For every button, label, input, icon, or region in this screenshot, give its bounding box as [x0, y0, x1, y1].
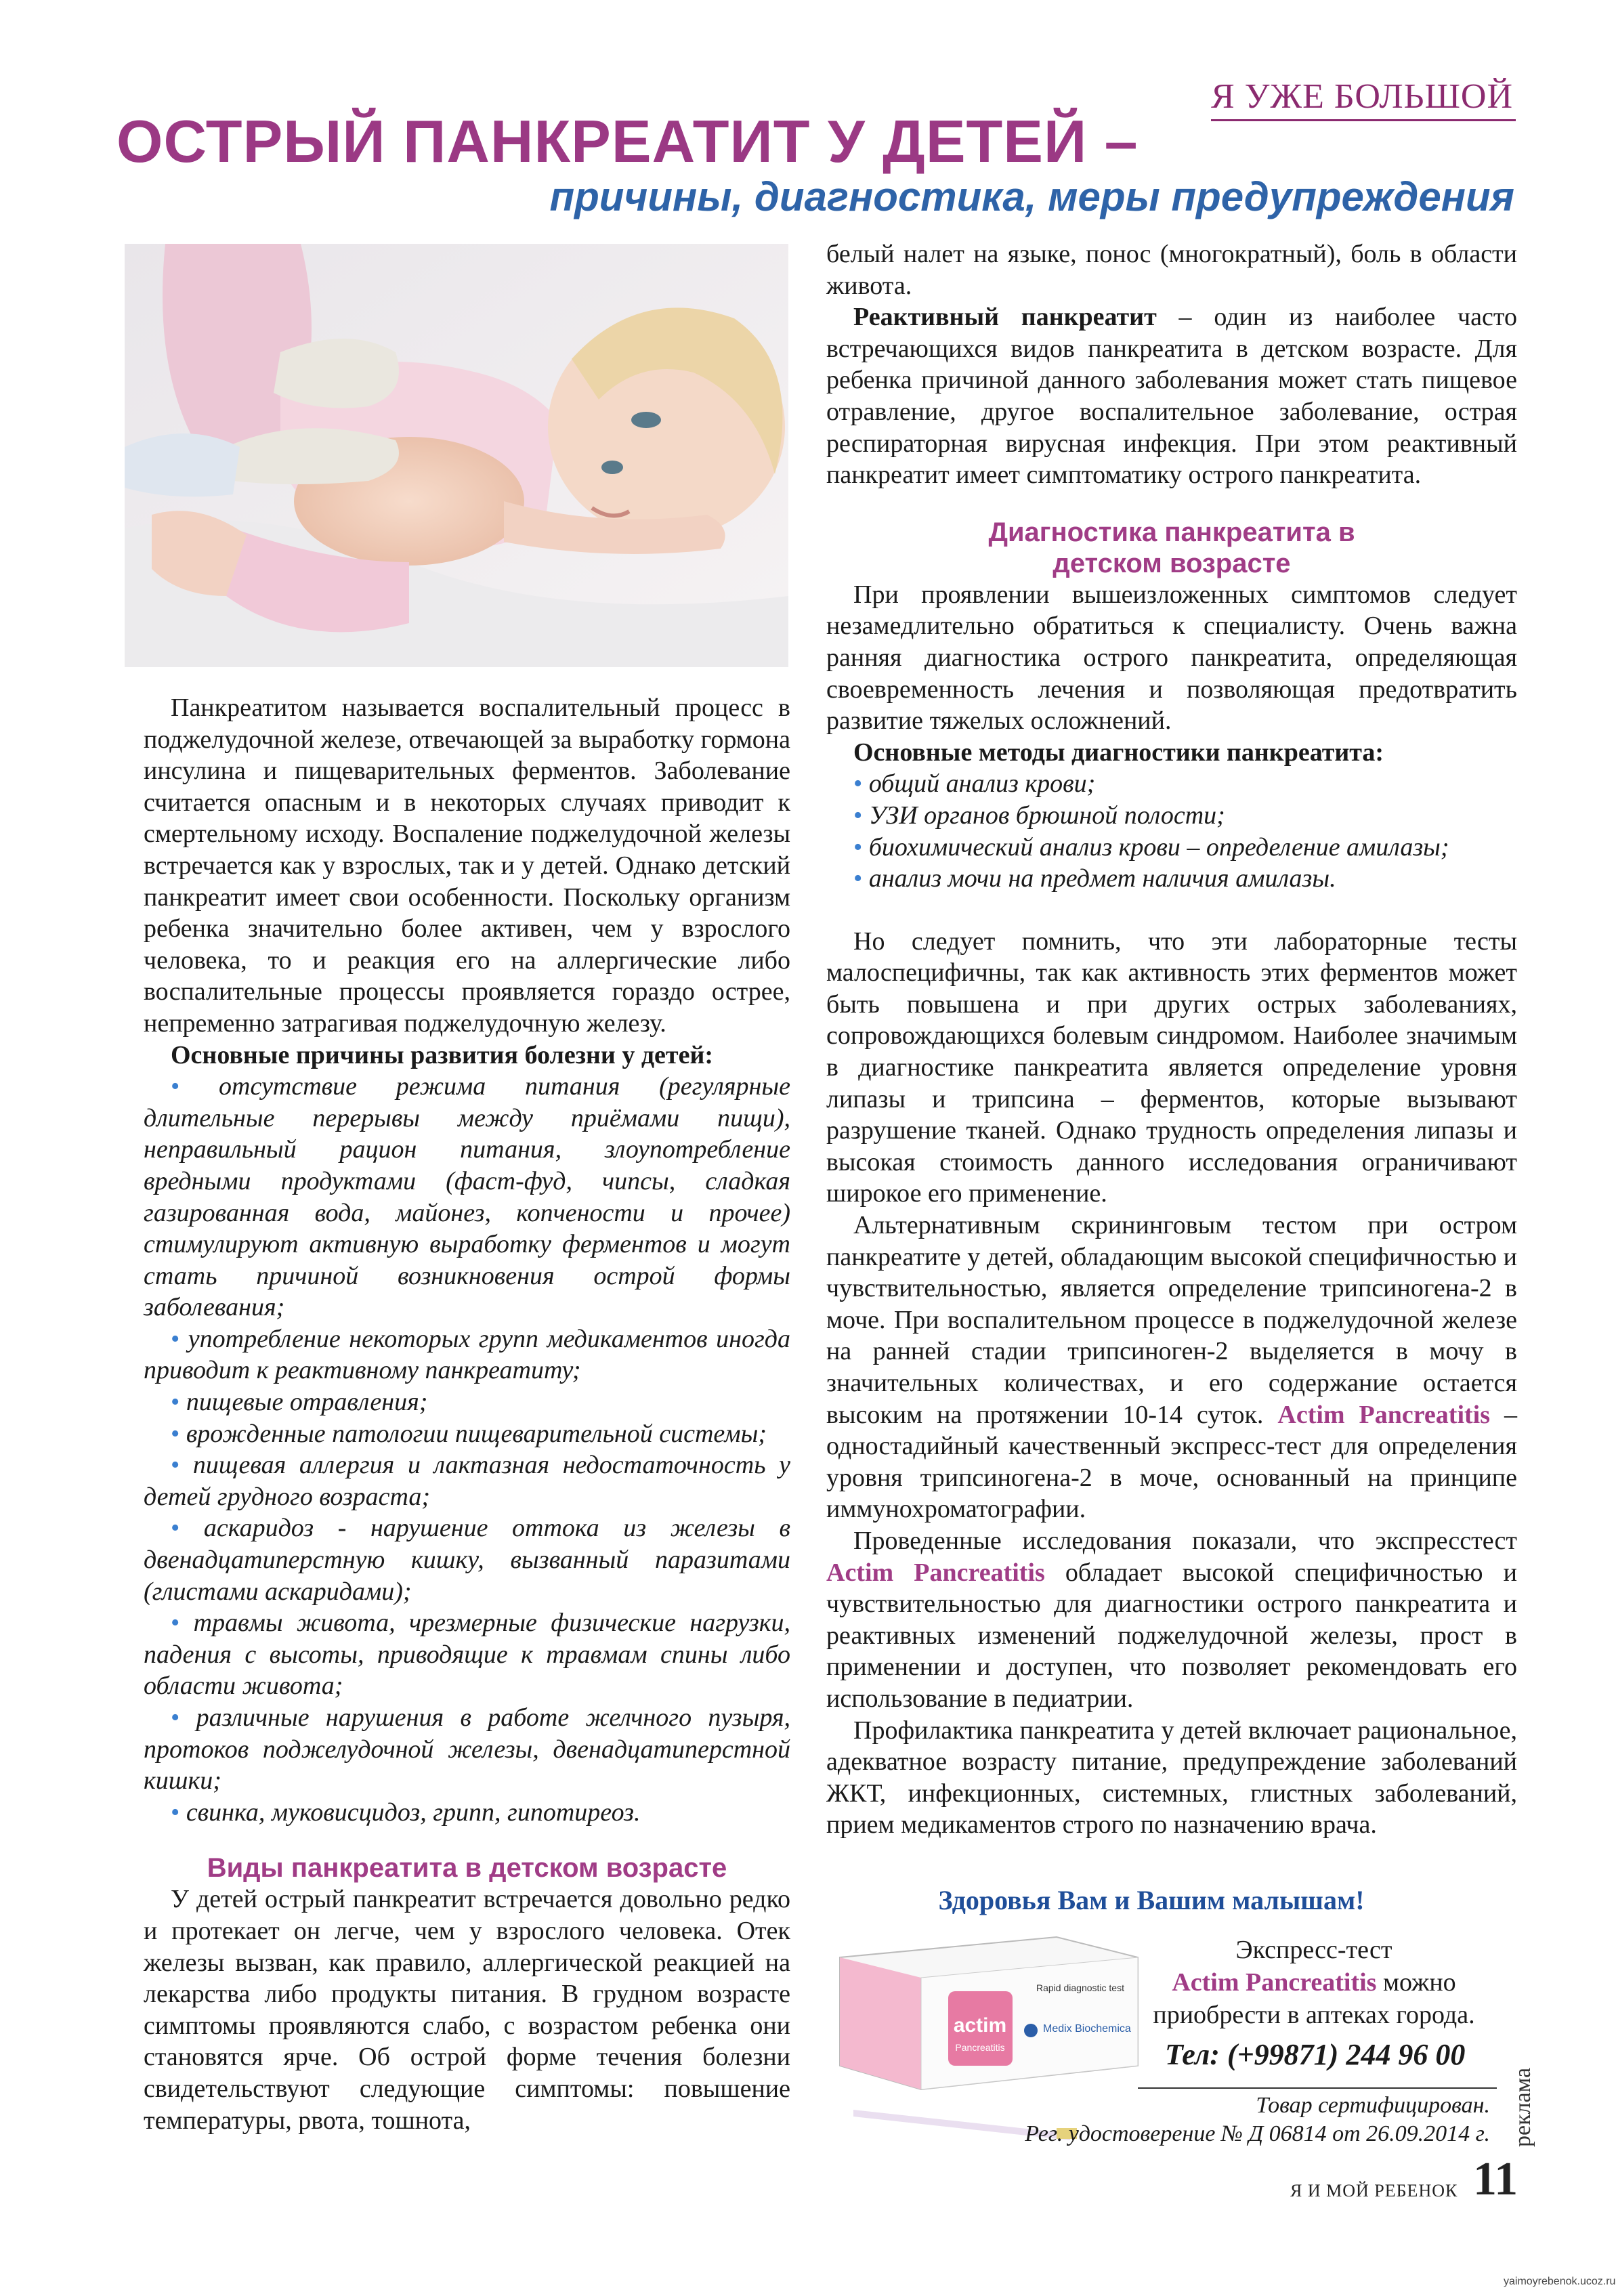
- article-title: ОСТРЫЙ ПАНКРЕАТИТ У ДЕТЕЙ –: [116, 108, 1139, 175]
- box-sub-text: Pancreatitis: [955, 2042, 1005, 2053]
- brand-name: Actim Pancreatitis: [826, 1558, 1045, 1587]
- magazine-name: Я И МОЙ РЕБЕНОК: [1290, 2181, 1458, 2201]
- alternative-text-a: Альтернативным скрининговым тестом при остром панкреатите у детей, обладающим высокой специфичностью и чувствительностью, является определение трипсиногена-2 в моче. При воспалительном процессе в поджелудочной железе на ранней стадии трипсиноген-2 выделяется в мочу в значительных количествах, и его содержание остается высоким на протяжении 10-14 суток.: [826, 1211, 1517, 1429]
- types-paragraph: У детей острый панкреатит встречается довольно редко и протекает он легче, чем у взрослого человека. Отек железы вызван, как правило, аллергической реакцией на лекарства либо продукты питания. В грудном возрасте симптомы проявляются слабо, с возрастом ребенка они становятся ярче. Об острой форме течения болезни свидетельствуют следующие симптомы: повышение температуры, рвота, тошнота,: [144, 1885, 790, 2135]
- methods-list-item: • общий анализ крови;: [826, 768, 1517, 800]
- page-number: 11: [1473, 2153, 1518, 2205]
- causes-list-item: • аскаридоз - нарушение оттока из железы в двенадцатиперстную кишку, вызванный паразитами (глистами аскаридами);: [144, 1512, 790, 1607]
- ad-line-3: приобрести в аптеках города.: [1153, 2001, 1475, 2029]
- ad-certification: [1025, 2091, 1490, 2148]
- box-test-text: Rapid diagnostic test: [1036, 1982, 1124, 1993]
- ad-line-1: Экспресс-тест: [1235, 1936, 1392, 1964]
- causes-list: [144, 1071, 790, 1828]
- ad-divider: [1138, 2087, 1497, 2089]
- causes-list-item: • свинка, муковисцидоз, грипп, гипотиреоз.: [144, 1797, 790, 1829]
- methods-heading: Основные методы диагностики панкреатита:: [853, 738, 1384, 767]
- ad-phone: Тел: (+99871) 244 96 00: [1165, 2038, 1466, 2071]
- methods-list-item: • биохимический анализ крови – определение амилазы;: [826, 832, 1517, 864]
- causes-heading: Основные причины развития болезни у детей:: [171, 1040, 713, 1069]
- box-maker-text: Medix Biochemica: [1043, 2023, 1131, 2035]
- ad-cert-line-2: Рег. удостоверение № Д 06814 от 26.09.2014 г.: [1025, 2121, 1490, 2146]
- ad-vertical-label: [1504, 2039, 1544, 2147]
- diagnostics-paragraph: При проявлении вышеизложенных симптомов следует незамедлительно обратиться к специалисту. Очень важна ранняя диагностика острого панкреатита, определяющая своевременность лечения и позволяющая предотвратить развитие тяжелых осложнений.: [826, 580, 1517, 736]
- box-brand-text: actim: [953, 2014, 1007, 2037]
- ad-brand: Actim Pancreatitis: [1172, 1968, 1377, 1997]
- advertisement: [820, 1876, 1537, 2147]
- causes-list-item: • пищевые отравления;: [144, 1386, 790, 1418]
- article-subtitle: причины, диагностика, меры предупреждения: [549, 174, 1514, 219]
- methods-list-item: • УЗИ органов брюшной полости;: [826, 800, 1517, 832]
- methods-list: [826, 768, 1517, 894]
- left-column: [144, 692, 790, 2136]
- prevention-paragraph: Профилактика панкреатита у детей включает рациональное, адекватное возрасту питание, предупреждение заболеваний ЖКТ, инфекционных, системных, глистных заболеваний, прием медикаментов строго по назначению врача.: [826, 1716, 1517, 1840]
- reactive-text: – один из наиболее часто встречающихся видов панкреатита в детском возрасте. Для ребенка причиной данного заболевания может стать пищевое отравление, другое воспалительное заболевание, острая респираторная вирусная инфекция. При этом реактивный панкреатит имеет симптоматику острого панкреатита.: [826, 303, 1517, 490]
- research-paragraph: [826, 1525, 1517, 1715]
- intro-paragraph: Панкреатитом называется воспалительный процесс в поджелудочной железе, отвечающей за выработку гормона инсулина и пищеварительных ферментов. Заболевание считается опасным и в некоторых случаях приводит к смертельному исходу. Воспаление поджелудочной железы встречается как у взрослых, так и у детей. Однако детский панкреатит имеет свои особенности. Поскольку организм ребенка значительно более активен, чем у взрослого человека, то и реакция его на аллергические либо воспалительные процессы проявляется гораздо острее, непременно затрагивая поджелудочную железу.: [144, 694, 790, 1038]
- brand-name: Actim Pancreatitis: [1277, 1400, 1491, 1429]
- source-site: yaimoyrebenok.ucoz.ru: [1504, 2276, 1616, 2287]
- research-text-b: обладает высокой специфичностью и чувствительностью для диагностики острого панкреатита и реактивных изменений поджелудочной железы, прост в применении и доступен, что позволяет рекомендовать его использование в педиатрии.: [826, 1558, 1517, 1713]
- causes-list-item: • употребление некоторых групп медикаментов иногда приводит к реактивному панкреатиту;: [144, 1323, 790, 1386]
- causes-list-item: • отсутствие режима питания (регулярные длительные перерывы между приёмами пищи), неправильный рацион питания, злоупотребление вредными продуктами (фаст-фуд, чипсы, сладкая газированная вода, майонез, копчености и прочее) стимулируют активную выработку ферментов и могут стать причиной возникновения острой формы заболевания;: [144, 1071, 790, 1323]
- causes-list-item: • различные нарушения в работе желчного пузыря, протоков поджелудочной железы, двенадцатиперстной кишки;: [144, 1702, 790, 1797]
- causes-list-item: • травмы живота, чрезмерные физические нагрузки, падения с высоты, приводящие к травмам спины либо области живота;: [144, 1607, 790, 1702]
- diagnostics-heading-line-2: детском возрасте: [1052, 548, 1291, 578]
- continued-paragraph: белый налет на языке, понос (многократный), боль в области живота.: [826, 240, 1517, 300]
- types-heading: Виды панкреатита в детском возрасте: [207, 1853, 727, 1884]
- lab-tests-paragraph: Но следует помнить, что эти лабораторные тесты малоспецифичны, так как активность этих ферментов может быть повышена и при других острых заболеваниях, сопровождающихся болевым синдромом. Наиболее значимым в диагностике панкреатита является определение уровня липазы и трипсина – ферментов, которые вызывают разрушение тканей. Однако трудность определения липазы и высокая стоимость данного исследования ограничивают широкое его применение.: [826, 927, 1517, 1208]
- section-tag-rule: [1211, 119, 1516, 121]
- child-examination-photo: [125, 244, 788, 667]
- causes-list-item: • врожденные патологии пищеварительной системы;: [144, 1418, 790, 1450]
- research-text-a: Проведенные исследования показали, что экспресстест: [853, 1526, 1517, 1555]
- reactive-paragraph: [826, 301, 1517, 491]
- alternative-test-paragraph: [826, 1210, 1517, 1525]
- ad-cert-line-1: Товар сертифицирован.: [1256, 2093, 1490, 2118]
- alternative-text-b: – одностадийный качественный экспресс-тест для определения уровня трипсиногена-2 в моче, основанный на принципе иммунохроматографии.: [826, 1400, 1517, 1524]
- right-column: [826, 238, 1517, 1841]
- diagnostics-heading-line-1: Диагностика панкреатита в: [988, 517, 1355, 547]
- ad-line-2-tail: можно: [1376, 1968, 1456, 1997]
- ad-headline: Здоровья Вам и Вашим малышам!: [938, 1885, 1365, 1915]
- section-tag: Я УЖЕ БОЛЬШОЙ: [1211, 77, 1514, 116]
- ad-text: [1145, 1934, 1483, 2031]
- ad-vertical-text: реклама: [1510, 2067, 1535, 2147]
- causes-list-item: • пищевая аллергия и лактазная недостаточность у детей грудного возраста;: [144, 1449, 790, 1512]
- methods-list-item: • анализ мочи на предмет наличия амилазы.: [826, 863, 1517, 895]
- reactive-term: Реактивный панкреатит: [853, 303, 1157, 332]
